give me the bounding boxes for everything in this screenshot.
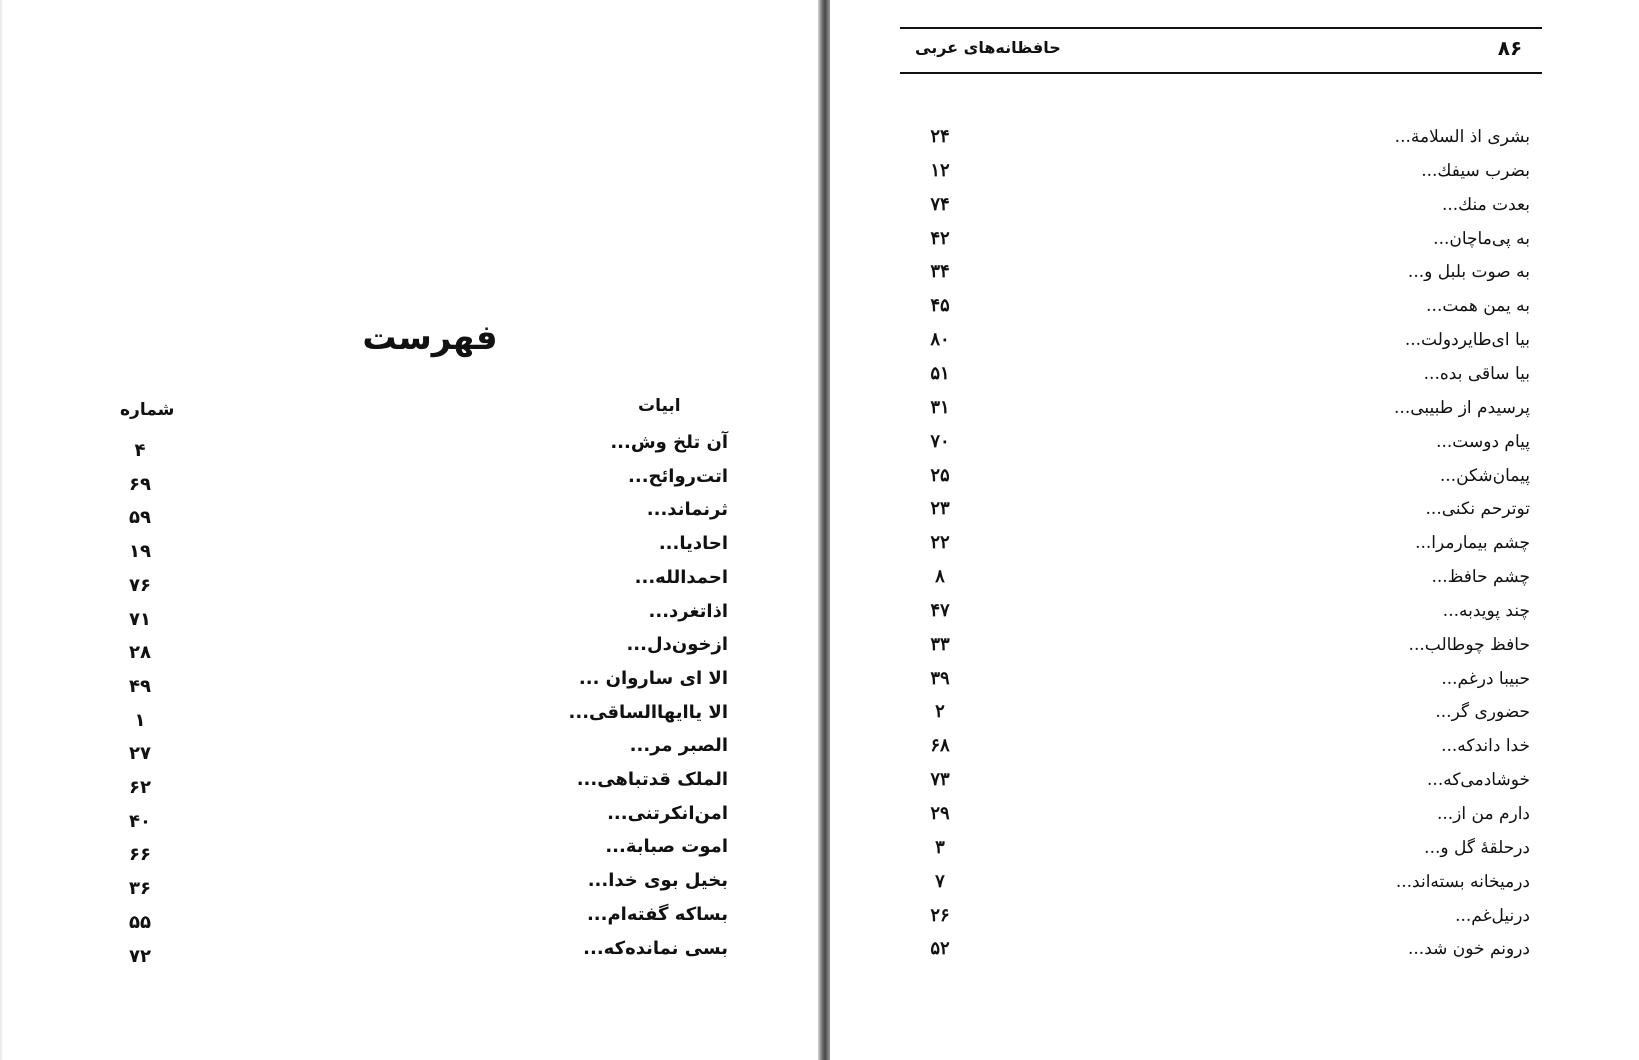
left-number-entry: ۶۲ (129, 777, 151, 798)
left-number-entry: ۶۶ (129, 844, 151, 865)
left-number-entry: ۱ (134, 710, 146, 731)
right-verse-entry: خدا داندکه... (1441, 736, 1530, 756)
right-number-entry: ۵۱ (930, 363, 950, 384)
left-number-entry: ۱۹ (129, 541, 151, 562)
right-number-entry: ۴۵ (930, 295, 950, 316)
right-number-entry: ۲۵ (930, 465, 950, 486)
right-number-entry: ۱۲ (930, 160, 950, 181)
right-number-entry: ۵۲ (930, 938, 950, 959)
right-number-entry: ۷۴ (930, 194, 950, 215)
right-verse-entry: پیمان‌شکن... (1439, 466, 1530, 486)
right-verse-entry: پرسیدم از طبیبی... (1394, 398, 1530, 418)
right-verse-entry: درونم خون شد... (1408, 939, 1530, 959)
running-head: حافظانه‌های عربی (915, 38, 1061, 57)
right-number-entry: ۳۹ (930, 668, 950, 689)
left-number-entry: ۲۸ (129, 642, 151, 663)
left-number-entry: ۲۷ (129, 743, 151, 764)
page-number: ۸۶ (1497, 36, 1523, 60)
right-number-entry: ۸ (935, 566, 945, 587)
left-number-entry: ۷۱ (129, 609, 151, 630)
right-verse-entry: درحلقهٔ گل و... (1424, 838, 1530, 858)
right-number-entry: ۳ (935, 837, 945, 858)
left-verse-entry: الا یاایهاالساقی... (568, 702, 728, 723)
right-number-entry: ۲۴ (930, 126, 950, 147)
right-number-entry: ۸۰ (930, 329, 950, 350)
right-verse-entry: چند پویدبه... (1442, 601, 1530, 621)
left-verse-entry: بخیل بوی خدا... (587, 870, 728, 891)
right-number-entry: ۴۲ (930, 228, 950, 249)
right-verse-entry: درنیل‌غم... (1455, 906, 1530, 926)
right-number-entry: ۷۰ (930, 431, 950, 452)
left-number-entry: ۳۶ (129, 878, 151, 899)
right-verse-entry: به صوت بلبل و... (1407, 262, 1530, 282)
column-header-verses: ابیات (638, 396, 681, 416)
right-verse-entry: پیام دوست... (1436, 432, 1530, 452)
right-verse-entry: به پی‌ماچان... (1433, 229, 1530, 249)
left-verse-entry: ثرنماند... (646, 499, 728, 520)
left-number-entry: ۴ (134, 440, 146, 461)
left-number-entry: ۷۲ (129, 946, 151, 967)
left-verse-entry: اتت‌روائح... (628, 466, 728, 487)
right-number-entry: ۲۶ (930, 905, 950, 926)
right-verse-entry: چشم حافظ... (1431, 567, 1530, 587)
left-verse-entry: ازخون‌دل... (626, 634, 728, 655)
right-verse-entry: چشم بیمارمرا... (1415, 533, 1530, 553)
right-number-entry: ۳۱ (930, 397, 950, 418)
left-number-entry: ۶۹ (129, 474, 151, 495)
right-verse-entry: بضرب سیفك... (1421, 161, 1530, 181)
left-page-edge (0, 0, 3, 1060)
right-number-entry: ۲۹ (930, 803, 950, 824)
right-number-entry: ۷ (935, 871, 945, 892)
left-verse-entry: اذاتغرد... (648, 601, 728, 622)
left-verse-entry: الملک قدتباهی... (576, 769, 728, 790)
right-verse-entry: حافظ چوطالب... (1408, 635, 1530, 655)
index-title: فهرست (362, 318, 498, 358)
right-number-entry: ۴۷ (930, 600, 950, 621)
right-number-entry: ۷۳ (930, 769, 950, 790)
left-verse-entry: الصبر مر... (629, 735, 728, 756)
left-verse-entry: امن‌انکرتنی... (607, 803, 728, 824)
right-number-entry: ۲ (935, 701, 945, 722)
left-number-entry: ۴۹ (129, 676, 151, 697)
right-verse-entry: به یمن همت... (1426, 296, 1530, 316)
right-verse-entry: بشری اذ السلامة... (1394, 127, 1530, 147)
header-rule-bottom (900, 72, 1542, 74)
right-verse-entry: درمیخانه بسته‌اند... (1395, 872, 1530, 892)
left-verse-entry: بسی نمانده‌که... (583, 938, 728, 959)
left-verse-entry: احادیا... (658, 533, 728, 554)
left-verse-entry: اموت صبابة... (605, 836, 728, 857)
book-gutter (818, 0, 830, 1060)
column-header-number: شماره (120, 400, 175, 420)
right-verse-entry: بعدت منك... (1441, 195, 1530, 215)
right-number-entry: ۳۳ (930, 634, 950, 655)
right-number-entry: ۶۸ (930, 735, 950, 756)
left-number-entry: ۷۶ (129, 575, 151, 596)
left-verse-entry: احمدالله... (634, 567, 728, 588)
right-verse-entry: دارم من از... (1436, 804, 1530, 824)
right-verse-entry: حبیبا درغم... (1441, 669, 1530, 689)
left-verse-entry: الا ای ساروان ... (578, 668, 728, 689)
right-verse-entry: حضوری گر... (1435, 702, 1530, 722)
right-verse-entry: بیا ای‌طایردولت... (1404, 330, 1530, 350)
right-verse-entry: خوشادمی‌که... (1427, 770, 1530, 790)
left-verse-entry: بساکه گفته‌ام... (586, 904, 728, 925)
right-verse-entry: بیا ساقی بده... (1423, 364, 1530, 384)
right-number-entry: ۳۴ (930, 261, 950, 282)
header-rule-top (900, 27, 1542, 29)
right-verse-entry: توترحم نکنی... (1425, 499, 1530, 519)
left-verse-entry: آن تلخ وش... (610, 432, 728, 453)
left-number-entry: ۴۰ (129, 811, 151, 832)
right-number-entry: ۲۲ (930, 532, 950, 553)
left-number-entry: ۵۵ (129, 912, 151, 933)
left-number-entry: ۵۹ (129, 507, 151, 528)
right-number-entry: ۲۳ (930, 498, 950, 519)
